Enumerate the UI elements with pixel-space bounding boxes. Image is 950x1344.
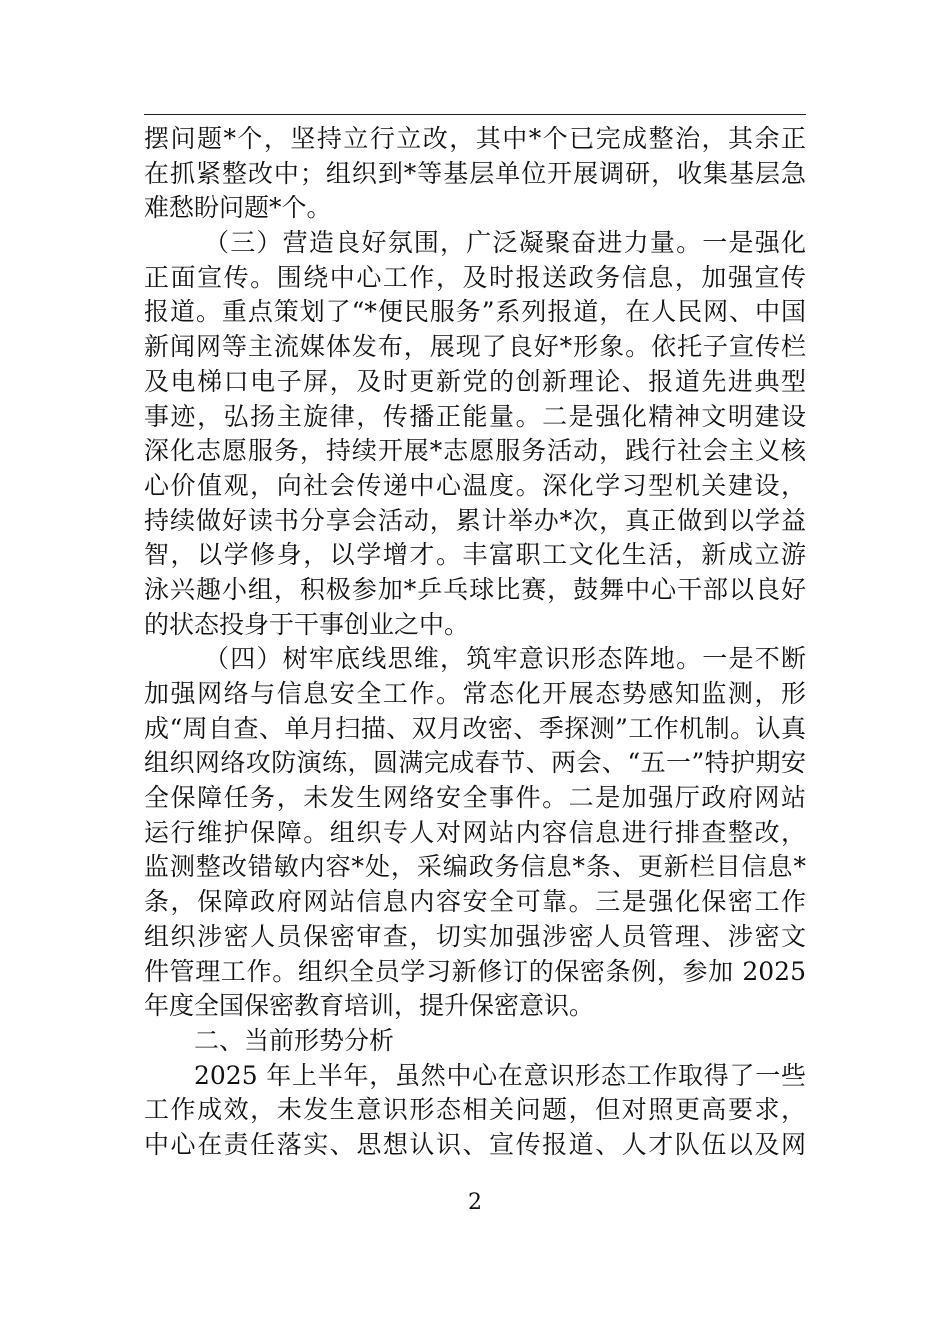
section-heading-line: （三）营造良好氛围，广泛凝聚奋进力量。一是强化 bbox=[204, 228, 806, 258]
text-line: 年度全国保密教育培训，提升保密意识。 bbox=[144, 991, 595, 1021]
text-line: 成“周自查、单月扫描、双月改密、季探测”工作机制。认真 bbox=[144, 713, 806, 743]
text-line: 持续做好读书分享会活动，累计举办*次，真正做到以学益 bbox=[144, 505, 806, 535]
text-line: 智，以学修身，以学增才。丰富职工文化生活，新成立游 bbox=[144, 540, 806, 570]
text-line: 运行维护保障。组织专人对网站内容信息进行排查整改， bbox=[144, 817, 806, 847]
text-line: 及电梯口电子屏，及时更新党的创新理论、报道先进典型 bbox=[144, 366, 806, 396]
text-line: 的状态投身于干事创业之中。 bbox=[144, 609, 470, 639]
header-rule bbox=[144, 114, 806, 115]
page-number: 2 bbox=[468, 1190, 482, 1215]
text-line: 摆问题*个，坚持立行立改，其中*个已完成整治，其余正 bbox=[144, 124, 806, 153]
text-line: 新闻网等主流媒体发布，展现了良好*形象。依托子宣传栏 bbox=[144, 332, 806, 362]
text-line: 组织网络攻防演练，圆满完成春节、两会、“五一”特护期安 bbox=[144, 748, 806, 778]
text-line: 条，保障政府网站信息内容安全可靠。三是强化保密工作 bbox=[144, 887, 806, 917]
text-line: 在抓紧整改中；组织到*等基层单位开展调研，收集基层急 bbox=[144, 158, 806, 188]
section-heading-line: （四）树牢底线思维，筑牢意识形态阵地。一是不断 bbox=[204, 644, 806, 674]
text-line: 难愁盼问题*个。 bbox=[144, 193, 332, 223]
text-line: 中心在责任落实、思想认识、宣传报道、人才队伍以及网 bbox=[144, 1129, 806, 1159]
text-line: 报道。重点策划了“*便民服务”系列报道，在人民网、中国 bbox=[144, 297, 806, 327]
document-body bbox=[144, 122, 806, 1163]
text-line: 2025 年上半年，虽然中心在意识形态工作取得了一些 bbox=[194, 1060, 806, 1090]
text-line: 工作成效，未发生意识形态相关问题，但对照更高要求， bbox=[144, 1095, 806, 1125]
text-line: 深化志愿服务，持续开展*志愿服务活动，践行社会主义核 bbox=[144, 436, 806, 466]
chapter-heading: 二、当前形势分析 bbox=[194, 1025, 395, 1055]
text-line: 心价值观，向社会传递中心温度。深化学习型机关建设， bbox=[144, 470, 806, 500]
text-line: 件管理工作。组织全员学习新修订的保密条例，参加 2025 bbox=[144, 956, 806, 986]
text-line: 组织涉密人员保密审查，切实加强涉密人员管理、涉密文 bbox=[144, 921, 806, 951]
text-line: 全保障任务，未发生网络安全事件。二是加强厅政府网站 bbox=[144, 783, 806, 813]
text-line: 加强网络与信息安全工作。常态化开展态势感知监测，形 bbox=[144, 679, 806, 708]
text-line: 监测整改错敏内容*处，采编政务信息*条、更新栏目信息* bbox=[144, 852, 806, 882]
text-line: 泳兴趣小组，积极参加*乒乓球比赛，鼓舞中心干部以良好 bbox=[144, 574, 806, 604]
text-line: 事迹，弘扬主旋律，传播正能量。二是强化精神文明建设 bbox=[144, 401, 806, 431]
text-line: 正面宣传。围绕中心工作，及时报送政务信息，加强宣传 bbox=[144, 262, 806, 292]
